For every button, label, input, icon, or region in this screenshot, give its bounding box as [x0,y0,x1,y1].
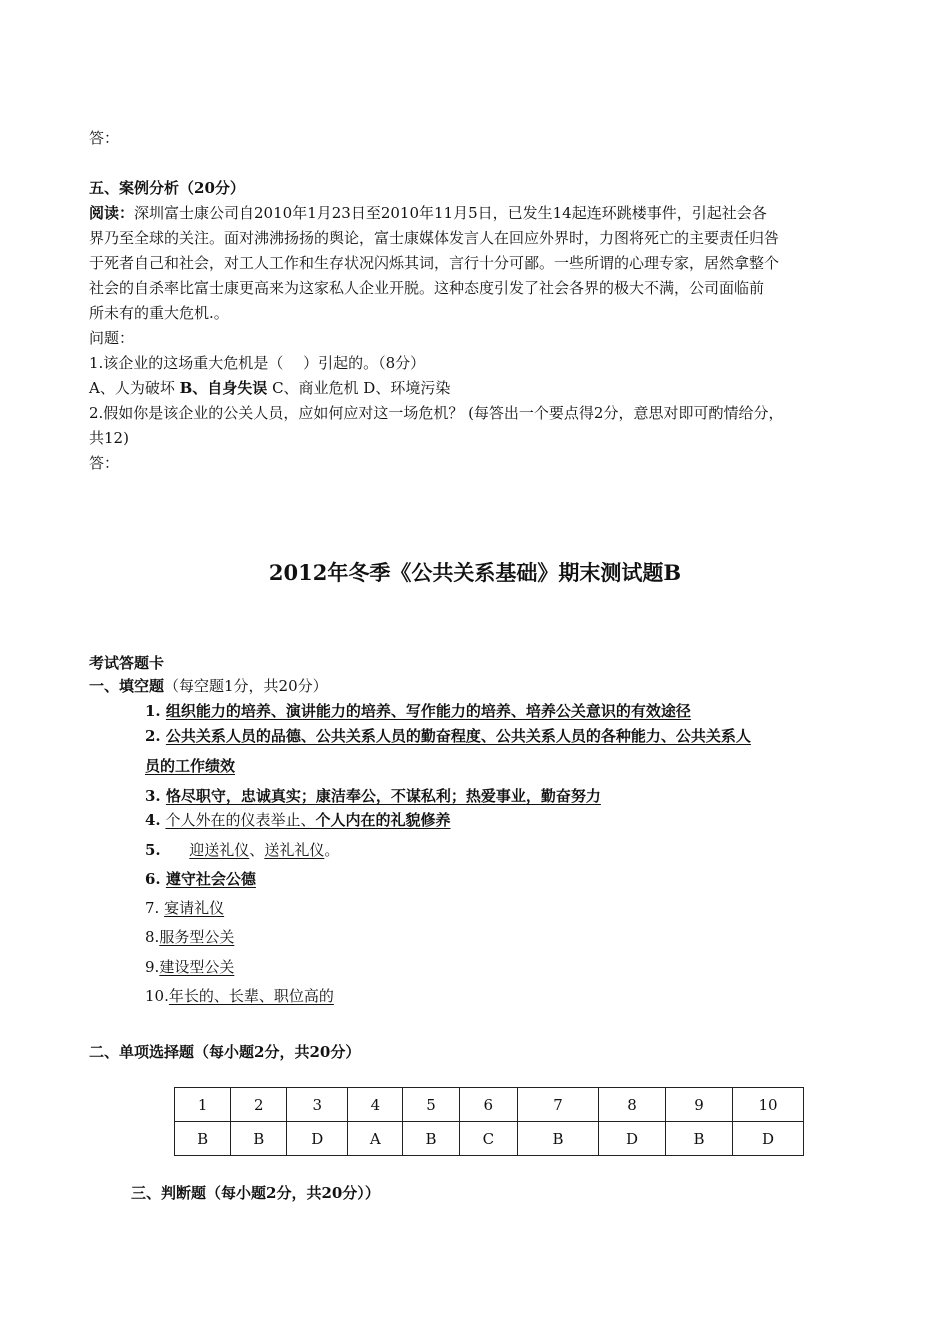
answer-row [175,1122,804,1156]
question-number-cell: 10 [733,1088,804,1122]
question-2-line-2: 共12) [89,429,129,447]
question-number-cell: 8 [599,1088,666,1122]
fill-item-4: 4. 个人外在的仪表举止、个人内在的礼貌修养 [145,811,451,829]
question-1-options: A、人为破坏 B、自身失误 C、商业危机 D、环境污染 [89,379,451,397]
reading-line-1: 阅读：深圳富士康公司自2010年1月23日至2010年11月5日，已发生14起连环跳楼事件，引起社会各 [89,204,767,222]
reading-line-4: 社会的自杀率比富士康更高来为这家私人企业开脱。这种态度引发了社会各界的极大不满，公司面临前 [89,279,765,297]
reading-label: 阅读： [89,204,135,222]
fill-item-2-cont: 员的工作绩效 [145,757,236,775]
answer-cell: D [599,1122,666,1156]
reading-line-2: 界乃至全球的关注。面对沸沸扬扬的舆论，富士康媒体发言人在回应外界时，力图将死亡的主要责任归咎 [89,229,780,247]
option-b-answer: B、自身失误 [179,379,268,397]
case-analysis-heading: 五、案例分析（20分） [89,179,245,197]
judgment-heading: 三、判断题（每小题2分，共20分）） [131,1184,380,1202]
single-choice-heading: 二、单项选择题（每小题2分，共20分） [89,1043,361,1061]
fill-item-9: 9.建设型公关 [145,958,235,976]
question-2-line-1: 2.假如你是该企业的公关人员，应如何应对这一场危机？ (每答出一个要点得2分，意思对即可酌情给分， [89,404,784,422]
answer-cell: B [403,1122,459,1156]
fill-item-8: 8.服务型公关 [145,928,235,946]
answer-cell: B [175,1122,231,1156]
answer-cell: B [518,1122,599,1156]
fill-item-1: 1. 组织能力的培养、演讲能力的培养、写作能力的培养、培养公关意识的有效途径 [145,702,691,720]
question-number-cell: 6 [459,1088,517,1122]
previous-answer-label: 答： [89,129,120,147]
fill-item-3: 3. 恪尽职守，忠诚真实；康洁奉公，不谋私利；热爱事业，勤奋努力 [145,787,601,805]
question-number-cell: 5 [403,1088,459,1122]
question-number-cell: 2 [231,1088,287,1122]
fill-item-10: 10.年长的、长辈、职位高的 [145,987,334,1005]
fill-blank-heading: 一、填空题（每空题1分，共20分） [89,677,328,695]
question-number-cell: 4 [348,1088,403,1122]
question-number-cell: 7 [518,1088,599,1122]
question-number-row [175,1088,804,1122]
answer-cell: B [231,1122,287,1156]
fill-item-2: 2. 公共关系人员的品德、公共关系人员的勤奋程度、公共关系人员的各种能力、公共关系人 [145,727,751,745]
fill-item-6: 6. 遵守社会公德 [145,870,256,888]
answer-card-label: 考试答题卡 [89,654,165,672]
question-number-cell: 1 [175,1088,231,1122]
answer-cell: D [287,1122,348,1156]
fill-item-7: 7. 宴请礼仪 [145,899,225,917]
question-number-cell: 9 [666,1088,733,1122]
single-choice-answer-table [174,1087,804,1156]
question-label: 问题： [89,329,135,347]
question-1: 1.该企业的这场重大危机是（ ）引起的。（8分） [89,354,426,372]
reading-line-3: 于死者自己和社会，对工人工作和生存状况闪烁其词，言行十分可鄙。一些所谓的心理专家，居然拿整个 [89,254,780,272]
answer-cell: B [666,1122,733,1156]
fill-item-5: 5. 迎送礼仪、送礼礼仪。 [145,841,340,859]
answer-label: 答： [89,454,120,472]
answer-cell: A [348,1122,403,1156]
exam-title: 2012年冬季《公共关系基础》期末测试题B [268,560,682,585]
question-number-cell: 3 [287,1088,348,1122]
reading-line-5: 所未有的重大危机.。 [89,304,229,322]
answer-cell: D [733,1122,804,1156]
answer-cell: C [459,1122,517,1156]
